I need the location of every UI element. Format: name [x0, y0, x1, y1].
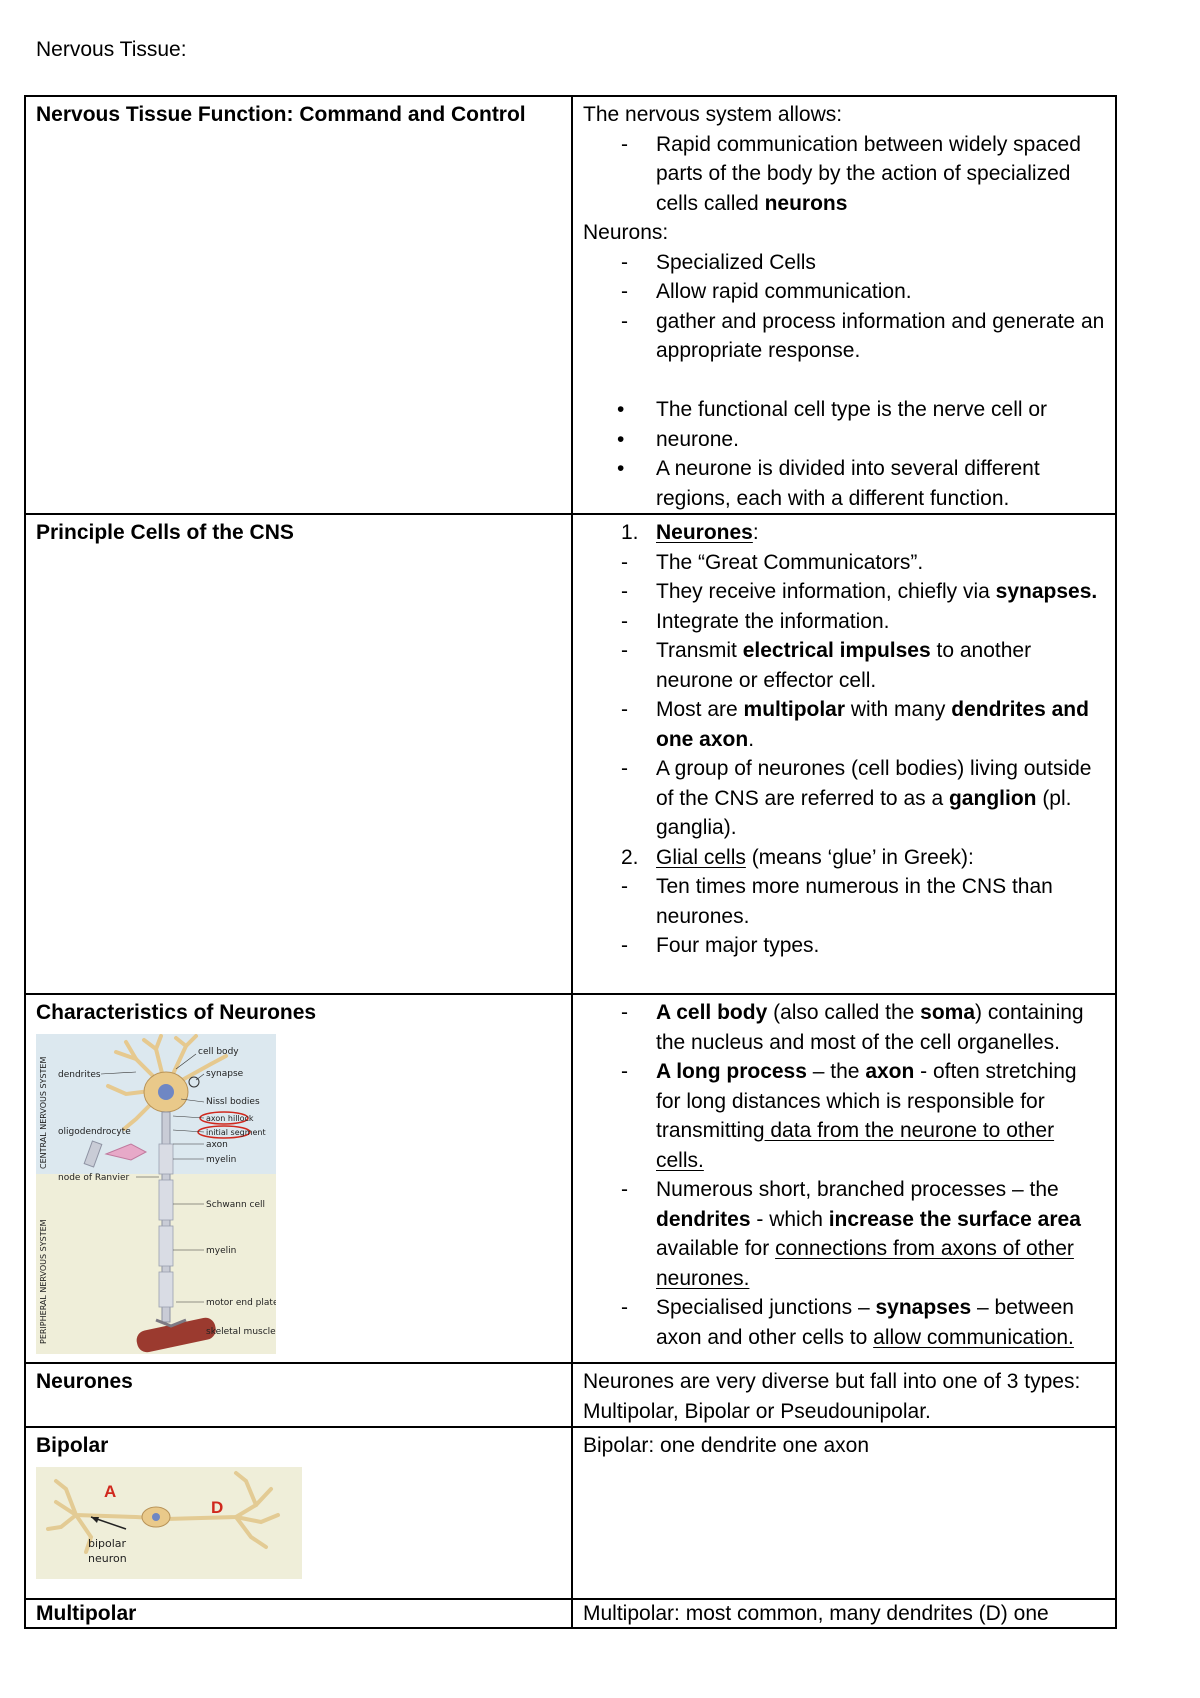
- label-d: D: [211, 1497, 224, 1517]
- list-item: • neurone.: [617, 427, 739, 451]
- dendrites-label: dendrites: [58, 1069, 101, 1080]
- label-a: A: [104, 1481, 117, 1501]
- list-item: - Rapid communication between widely spaced parts of the body by the action of specialized cells called neurons: [621, 132, 1081, 215]
- row-heading: Characteristics of Neurones: [36, 1001, 317, 1024]
- row-content-cell: [572, 96, 1116, 514]
- node-label: node of Ranvier: [58, 1172, 130, 1183]
- list-item: - Specialized Cells: [621, 250, 816, 274]
- list-item: - Integrate the information.: [621, 609, 890, 633]
- table-row: [25, 96, 1116, 514]
- row-content-cell: [572, 1599, 1116, 1628]
- synapse-label: synapse: [206, 1068, 244, 1079]
- bipolar-caption-2: neuron: [88, 1551, 127, 1565]
- motor-end-plate-label: motor end plate: [206, 1297, 276, 1308]
- pns-label: PERIPHERAL NERVOUS SYSTEM: [39, 1218, 48, 1344]
- neuron-diagram: [36, 1034, 276, 1354]
- neurones-text: Neurones are very diverse but fall into one of 3 types: Multipolar, Bipolar or Pseudounipolar.: [583, 1370, 1081, 1423]
- row-heading-cell: [25, 1427, 572, 1599]
- row-heading: Principle Cells of the CNS: [36, 521, 294, 544]
- initial-segment-label: initial segment: [206, 1127, 266, 1137]
- table-row: [25, 1363, 1116, 1427]
- table-row: [25, 514, 1116, 994]
- intro-text: The nervous system allows:: [583, 103, 843, 126]
- table-row: [25, 994, 1116, 1363]
- row-heading: Nervous Tissue Function: Command and Control: [36, 103, 526, 126]
- list-item: - They receive information, chiefly via synapses.: [621, 580, 1098, 603]
- schwann-label: Schwann cell: [206, 1199, 265, 1210]
- myelin-label: myelin: [206, 1154, 237, 1165]
- row-content-cell: [572, 994, 1116, 1363]
- list-item: - gather and process information and generate an appropriate response.: [621, 309, 1105, 362]
- row-content-cell: [572, 1363, 1116, 1427]
- neurons-list: [583, 248, 1105, 366]
- skeletal-muscle-label: skeletal muscle: [206, 1326, 276, 1337]
- list-item: - Transmit electrical impulses to another neurone or effector cell.: [621, 639, 1032, 692]
- nucleus-shape: [158, 1084, 174, 1100]
- row-heading-cell: [25, 514, 572, 994]
- axon-label: axon: [206, 1139, 228, 1150]
- row-heading-cell: [25, 1599, 572, 1628]
- intro-list: [583, 130, 1105, 219]
- oligodendrocyte-label: oligodendrocyte: [58, 1126, 131, 1137]
- list-item: - Most are multipolar with many dendrites and one axon.: [621, 698, 1089, 751]
- multipolar-text: Multipolar: most common, many dendrites (D) one: [583, 1602, 1049, 1625]
- list-item: - A cell body (also called the soma) containing the nucleus and most of the cell organelles.: [621, 1001, 1084, 1054]
- cell-body-label: cell body: [198, 1046, 239, 1057]
- list-item: • The functional cell type is the nerve cell or: [617, 398, 1048, 421]
- characteristics-list: [583, 998, 1105, 1352]
- bullet-list: [583, 395, 1105, 513]
- row-heading-cell: [25, 96, 572, 514]
- table-row: [25, 1599, 1116, 1628]
- myelin-label-2: myelin: [206, 1245, 237, 1256]
- list-item: - A long process – the axon - often stretching for long distances which is responsible for transmitting data from the neurone to other cells.: [621, 1060, 1077, 1172]
- list-item: - Specialised junctions – synapses – between axon and other cells to allow communication.: [621, 1296, 1074, 1349]
- list-item: - The “Great Communicators”.: [621, 550, 924, 574]
- notes-table: [24, 95, 1117, 1629]
- row-content-cell: [572, 1427, 1116, 1599]
- hillock-label: axon hillock: [206, 1113, 254, 1123]
- principle-list: [583, 518, 1105, 961]
- list-item: - Allow rapid communication.: [621, 280, 912, 303]
- list-item: - Ten times more numerous in the CNS than neurones.: [621, 875, 1053, 928]
- list-item: 1. Neurones:: [621, 521, 759, 544]
- list-item: • A neurone is divided into several different regions, each with a different function.: [617, 457, 1040, 510]
- row-heading: Bipolar: [36, 1434, 109, 1457]
- table-row: [25, 1427, 1116, 1599]
- row-heading-cell: [25, 994, 572, 1363]
- row-content-cell: [572, 514, 1116, 994]
- neurons-label: Neurons:: [583, 221, 669, 244]
- list-item: - A group of neurones (cell bodies) living outside of the CNS are referred to as a ganglion (pl. ganglia).: [621, 757, 1092, 839]
- list-item: 2. Glial cells (means ‘glue’ in Greek):: [621, 845, 974, 869]
- document-title: Nervous Tissue:: [36, 38, 187, 61]
- cns-label: CENTRAL NERVOUS SYSTEM: [39, 1056, 48, 1169]
- row-heading: Multipolar: [36, 1602, 137, 1625]
- row-heading: Neurones: [36, 1370, 133, 1393]
- nissl-label: Nissl bodies: [206, 1096, 260, 1107]
- bipolar-text: Bipolar: one dendrite one axon: [583, 1434, 870, 1457]
- list-item: - Numerous short, branched processes – the dendrites - which increase the surface area available for connections from axons of other neurones.: [621, 1178, 1081, 1290]
- list-item: - Four major types.: [621, 934, 820, 957]
- bipolar-neuron-diagram: [36, 1467, 302, 1579]
- row-heading-cell: [25, 1363, 572, 1427]
- bipolar-caption-1: bipolar: [88, 1536, 127, 1550]
